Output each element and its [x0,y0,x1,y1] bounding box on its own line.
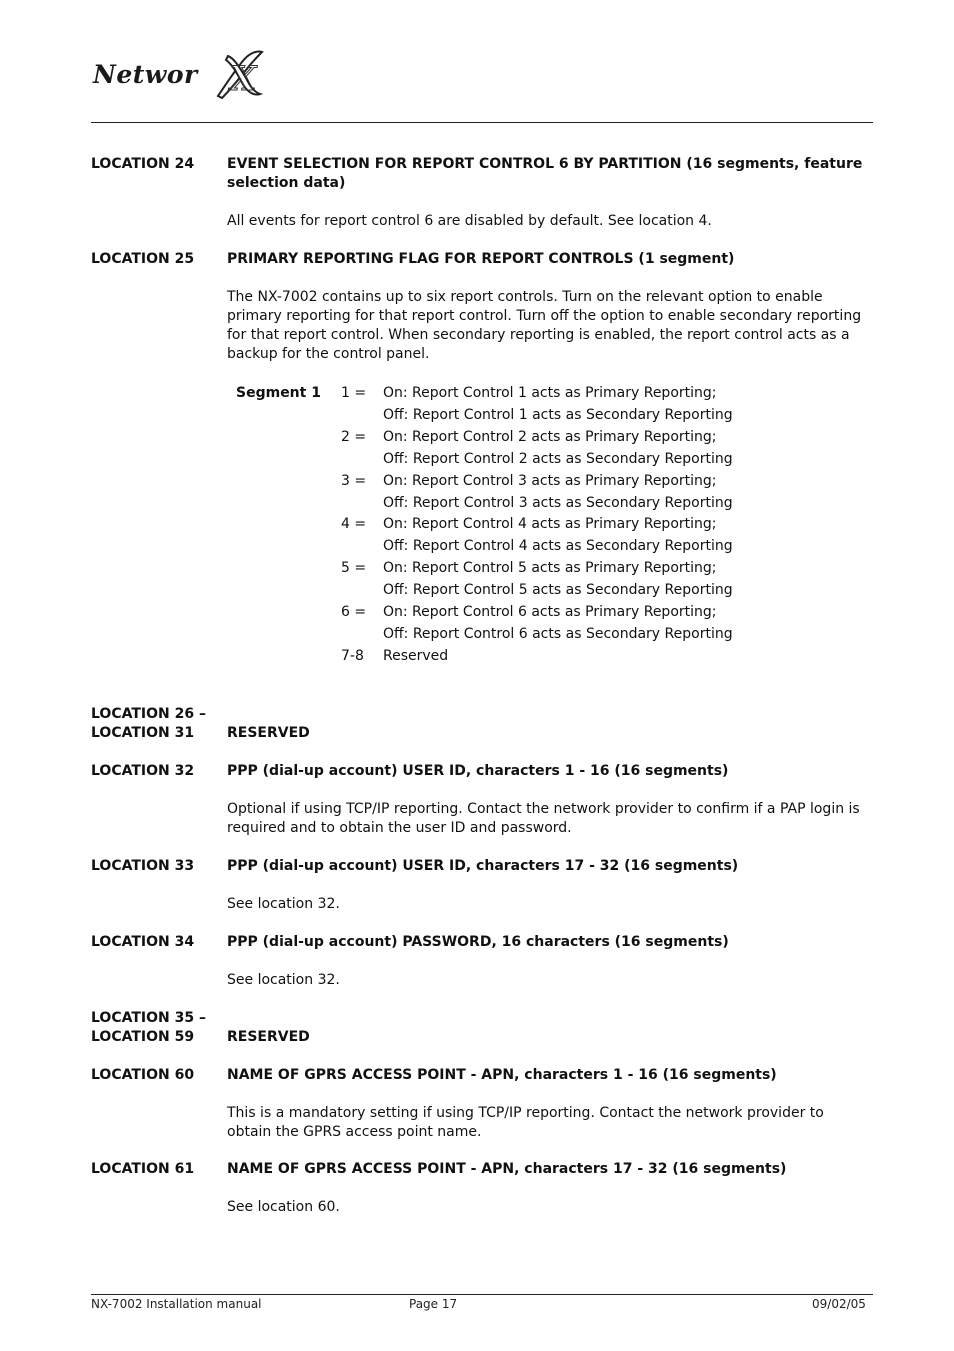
location-60-text: This is a mandatory setting if using TCP/IP reporting. Contact the network provider to obtain the GPRS access point name. [227,1105,824,1140]
segment-row-number: 6 = [341,604,367,620]
location-61-text: See location 60. [227,1199,340,1215]
segment-row-off: Off: Report Control 2 acts as Secondary Reporting [383,451,733,467]
location-34-label: LOCATION 34 [91,934,195,950]
segment-row-number: 2 = [341,429,367,445]
footer-page-number: Page 17 [409,1297,458,1311]
logo-x-mark [212,46,268,100]
location-26-label: LOCATION 26 – [91,706,206,722]
location-25-label: LOCATION 25 [91,251,195,267]
location-24-text: All events for report control 6 are disabled by default. See location 4. [227,213,712,229]
segment-row-off: Off: Report Control 3 acts as Secondary Reporting [383,495,733,511]
location-34-title: PPP (dial-up account) PASSWORD, 16 characters (16 segments) [227,934,729,950]
segment-row-on: On: Report Control 6 acts as Primary Reporting; [383,604,717,620]
location-31-label: LOCATION 31 [91,725,195,741]
footer-manual-title: NX-7002 Installation manual [91,1297,262,1311]
segment-row-off: Off: Report Control 1 acts as Secondary Reporting [383,407,733,423]
segment-row-on: On: Report Control 5 acts as Primary Reporting; [383,560,717,576]
segment-row-number: 4 = [341,516,367,532]
segment-row-off: Off: Report Control 6 acts as Secondary Reporting [383,626,733,642]
location-33-label: LOCATION 33 [91,858,195,874]
segment-row-number: 7-8 [341,648,364,664]
location-32-text: Optional if using TCP/IP reporting. Contact the network provider to confirm if a PAP login is required and to obtain the user ID and password. [227,801,860,836]
logo-wordmark: Networ [93,60,198,89]
segment-row-on: On: Report Control 1 acts as Primary Reporting; [383,385,717,401]
location-32-label: LOCATION 32 [91,763,195,779]
location-33-text: See location 32. [227,896,340,912]
location-24-label: LOCATION 24 [91,156,195,172]
footer-date: 09/02/05 [812,1297,866,1311]
location-33-title: PPP (dial-up account) USER ID, characters 17 - 32 (16 segments) [227,858,739,874]
segment-row-number: 3 = [341,473,367,489]
location-60-title: NAME OF GPRS ACCESS POINT - APN, characters 1 - 16 (16 segments) [227,1067,777,1083]
segment-row-number: 5 = [341,560,367,576]
segment-row-reserved: Reserved [383,648,449,664]
location-59-label: LOCATION 59 [91,1029,195,1045]
location-26-31-title: RESERVED [227,725,310,741]
location-35-59-title: RESERVED [227,1029,310,1045]
segment-row-on: On: Report Control 3 acts as Primary Reporting; [383,473,717,489]
location-60-label: LOCATION 60 [91,1067,195,1083]
segment-row-on: On: Report Control 4 acts as Primary Reporting; [383,516,717,532]
location-25-title: PRIMARY REPORTING FLAG FOR REPORT CONTROLS (1 segment) [227,251,735,267]
segment-label: Segment 1 [236,385,321,401]
header-rule [91,122,873,123]
segment-row-off: Off: Report Control 5 acts as Secondary Reporting [383,582,733,598]
location-35-label: LOCATION 35 – [91,1010,206,1026]
location-25-text: The NX-7002 contains up to six report controls. Turn on the relevant option to enable primary reporting for that report control. Turn off the option to enable secondary reporting for that report control. When secondary reporting is enabled, the report control acts as a backup for the control panel. [227,289,862,362]
location-61-title: NAME OF GPRS ACCESS POINT - APN, characters 17 - 32 (16 segments) [227,1161,787,1177]
segment-row-number: 1 = [341,385,367,401]
location-32-title: PPP (dial-up account) USER ID, characters 1 - 16 (16 segments) [227,763,729,779]
footer-rule [91,1294,873,1295]
segment-row-off: Off: Report Control 4 acts as Secondary Reporting [383,538,733,554]
svg-text:X: X [230,59,257,99]
location-24-title: EVENT SELECTION FOR REPORT CONTROL 6 BY PARTITION (16 segments, feature selection data) [227,156,863,191]
location-34-text: See location 32. [227,972,340,988]
segment-row-on: On: Report Control 2 acts as Primary Reporting; [383,429,717,445]
location-61-label: LOCATION 61 [91,1161,195,1177]
